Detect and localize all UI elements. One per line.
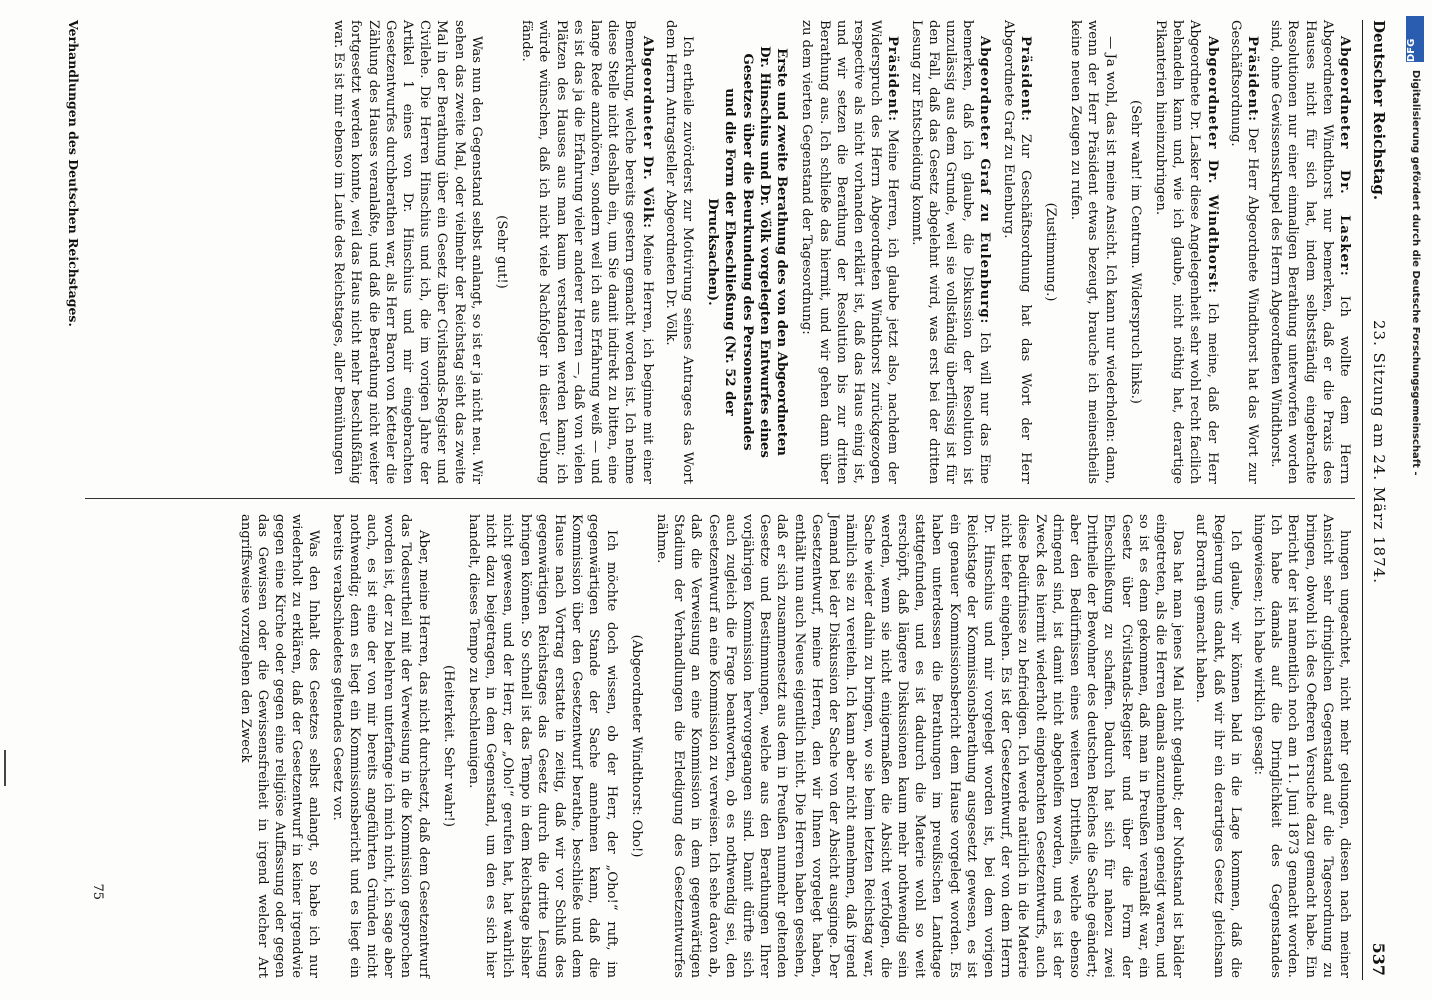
publication-title: Deutscher Reichstag. <box>1370 20 1388 201</box>
agenda-heading: Erste und zweite Berathung des von den Abgeordneten Dr. Hinschius und Dr. Völk vorgelegten Entwurfes eines Gesetzes über die Beurkundung des Personenstandes und die Form der Eheschließung (Nr. 52 der Drucksachen). <box>705 46 790 458</box>
paragraph <box>798 20 901 484</box>
paragraph <box>1267 20 1353 484</box>
credit-text-box <box>1403 70 1427 990</box>
paragraph <box>1152 20 1221 484</box>
paragraph-text: Der Herr Abgeordnete Windthorst hat das Wort zur Geschäftsordnung. <box>1227 20 1260 484</box>
paragraph <box>518 20 656 484</box>
speaker-name: Präsident: <box>1017 36 1033 123</box>
paragraph <box>330 20 485 484</box>
paragraph <box>1192 514 1244 978</box>
dfg-credit <box>1400 10 1430 1000</box>
paragraph-text: Ich wollte dem Herrn Abgeordneten Windthorst nur bemerken, daß er die Praxis des Hauses nicht für sich hat, indem selbstständig eingebrachte Resolutionen nur einer einmaligen Berathung unterworfen worden sind, ohne Gewissensskrupel des Herrn Abgeordneten Windthorst. <box>1268 20 1352 485</box>
paragraph-text: Ich ertheile zuvörderst zur Motivirung seines Antrages das Wort dem Herrn Antragsteller Abgeordneten Dr. Völk. <box>662 20 696 484</box>
paragraph-text: Ich möchte doch wissen, ob der Herr, der „Oho!“ ruft, im gegenwärtigen Stande der Sache annehmen kann, daß die Kommission über den Gesetzentwurf berathe, beschließe und dem Hause nach Vortrag erstatte in zeitig, daß wir vor Schluß des gegenwärtigen Reichstages das Gesetz durch die dritte Lesung bringen können. So schnell ist das Tempo in dem Reichstage bisher nicht gewesen, und der Herr, der „Oho!“ gerufen hat, hat wahrlich nicht dazu beigetragen, in dem Gegenstand, um den es sich hier handelt, dieses Tempo zu beschleunigen. <box>466 514 619 978</box>
paragraph-text: Meine Herren, ich glaube jetzt also, nachdem der Widerspruch des Herrn Abgeordneten Windthorst zurückgezogen respective als nicht vorhanden erklärt ist, daß das Haus einig ist, und wir setzen die Berathung der Resolution bis zur dritten Berathung aus. Ich schließe das hiermit, und wir gehen dann über zu dem vierten Gegenstand der Tagesordnung: <box>799 20 901 484</box>
paragraph-text: Was den Inhalt des Gesetzes selbst anlangt, so habe ich nur wiederholt zu erklären, daß der Gesetzentwurf in keiner irgendwie gegen eine Kirche oder gegen eine religiöse Auffassung oder gegen das Gewissen oder die Gewissensfreiheit in irgend welcher Art angriffsweise vorzugehen den Zweck <box>237 514 322 978</box>
paragraph-text: Ich meine, daß der Herr Abgeordnete Dr. Lasker diese Angelegenheit sehr wohl recht facilich behandeln kann und, wie ich glaube, nicht nöthig hat, derartige Pikanterien hineinzubringen. <box>1152 20 1220 484</box>
paragraph <box>1250 514 1353 978</box>
rotated-page <box>65 20 1395 980</box>
interjection: (Abgeordneter Windthorst: Oho!) <box>628 634 644 858</box>
column-divider <box>85 498 1355 499</box>
paragraph-text: Ich will nur das Eine bemerken, daß ich glaube, die Diskussion der Resolution ist unzulässig aus dem Grunde, weil sie vollständig überflüssig ist für den Fall, daß das Gesetz abgelehnt wird, was erst bei der dritten Lesung zur Entscheidung kommt. <box>908 20 993 484</box>
page-header <box>1362 20 1395 980</box>
session-line: 23. Sitzung am 24. März 1874. <box>1370 320 1388 584</box>
paragraph <box>328 514 431 978</box>
page-number: 537 <box>1369 942 1389 976</box>
paragraph-text: Das hat man jenes Mal nicht geglaubt; der Nothstand ist bälder eingetreten, als die Herren damals anzunehmen geneigt waren, und so ist es denn gekommen, daß man in Preußen veranlaßt war, ein Gesetz über Civilstands-Register und über die Form der Eheschließung zu schaffen. Dadurch hat sich für nahezu zwei Drittheile der Bewohner des deutschen Reiches die Sache geändert; aber den Bedürfnissen eines weiteren Drittheils, welche ebenso dringend sind, ist damit nicht abgeholfen worden, und es ist der Zweck des hiermit wiederholt eingebrachten Gesetzentwurfs, auch diese Bedürfnisse zu befriedigen. Ich werde natürlich in die Materie nicht tiefer eingehen. Es ist der Gesetzentwurf, der von dem Herrn Dr. Hinschius und mir vorgelegt worden ist, bei dem vorigen Reichstage der Kommissionsberathung ausgesetzt gewesen, es ist ein genauer Kommissionsbericht dem Hause vorgelegt worden. Es haben unterdessen die Berathungen im preußischen Landtage stattgefunden, und es ist dadurch die Materie wohl so weit erschöpft, daß längere Diskussionen kaum mehr nothwendig sein werden, wenn sie nicht einigermaßen die Absicht verfolgen, die Sache wieder dahin zu bringen, wo sie beim letzten Reichstag war, nämlich sie zu vereiteln. Ich kann aber nicht annehmen, daß irgend Jemand bei der Diskussion der Sache von der Absicht ausginge. Der Gesetzentwurf, meine Herren, den wir Ihnen vorgelegt haben, enthält nun auch Neues eigentlich nicht. Die Herren haben gesehen, daß er sich zusammensetzt aus dem in Preußen nunmehr geltenden Gesetze und Bestimmungen, welche aus den Berathungen Ihrer vorjährigen Kommission hervorgegangen sind. Damit dürfte sich auch zugleich die Frage beantworten, ob es nothwendig sei, den Gesetzentwurf an eine Kommission zu verweisen. Ich sehe davon ab, daß die Verweisung an eine Kommission in dem gegenwärtigen Stadium der Verhandlungen die Erledigung des Gesetzentwurfes nähme. <box>654 514 1186 978</box>
speaker-name: Abgeordneter Dr. Lasker: <box>1337 36 1352 277</box>
paragraph-text: Zur Geschäftsordnung hat das Wort der Herr Abgeordnete Graf zu Eulenburg. <box>1000 20 1033 484</box>
paragraph <box>907 20 993 484</box>
paragraph-text: Meine Herren, ich beginne mit einer Bemerkung, welche bereits gestern gemacht worden ist. Ich nehme diese Stelle nicht deshalb ein, um Sie damit indirekt zu bitten, eine lange Rede anzuhören, sondern weil ich aus Erfahrung weiß — und es ist das ja die Erfahrung vieler anderer Herren —, daß von vielen Plätzen des Hauses aus man kaum verstanden werden kann; ich würde wünschen, daß ich nicht viele Nachfolger in dieser Uebung fände. <box>519 20 655 484</box>
paragraph <box>236 514 322 978</box>
paragraph <box>465 514 620 978</box>
paragraph-text: — Ja wohl, das ist meine Ansicht. Ich kann nur wiederholen: dann, wenn der Herr Präsident etwas bezeugt, brauche ich meinestheils keine neuen Zeugen zu rufen. <box>1068 20 1118 484</box>
dfg-logo: DFG <box>1406 16 1424 62</box>
speaker-name: Präsident: <box>885 36 901 123</box>
interjection: (Sehr wahr! im Centrum. Widerspruch links.) <box>1127 100 1143 404</box>
margin-mark <box>4 750 14 786</box>
speaker-name: Abgeordneter Graf zu Eulenburg: <box>977 36 993 325</box>
paragraph-text: hungen ungeachtet, nicht mehr gelungen, diesen nach meiner Ansicht sehr dringlichen Gegenstand auf die Tagesordnung zu bringen, obwohl ich des Oefteren Versuche dazu gemacht habe. Ein Bericht der ist namentlich noch am 11. Juni 1873 gemacht worden. Ich habe damals auf die Dringlichkeit des Gegenstandes hingewiesen; ich habe wirklich gesagt: <box>1250 514 1352 978</box>
paragraph <box>653 514 1186 978</box>
interjection: (Heiterkeit. Sehr wahr!) <box>440 665 456 827</box>
interjection: (Zustimmung.) <box>1042 202 1058 302</box>
paragraph-text: Aber, meine Herren, das nicht durchsetzt, daß dem Gesetzentwurf das Todesurtheil mit der Verweisung in die Kommission gesprochen worden ist, der zu belehren unterfange ich mich nicht, ich sage aber auch, es ist eine der von mir bereits angeführten Gründen nicht nothwendig; denn es liegt ein Kommissionsbericht und es liegt ein bereits verabschiedetes geltendes Gesetz vor. <box>329 514 431 978</box>
paragraph-text: Was nun den Gegenstand selbst anlangt, so ist er ja nicht neu. Wir sehen das zweite Mal, oder vielmehr der Reichstag sieht das zweite Mal in der Berathung über ein Gesetz über Civilstands-Register und Civilehe. Die Herren Hinschius und ich, die im vorigen Jahre der Artikel 1 eines von Dr. Hinschius und mir eingebrachten Gesetzentwurfes durchberathen war, als Herr Baron von Ketteler die Zählung des Hauses veranlaßte, und daß die Berathung nicht weiter fortgesetzt werden konnte, weil das Haus nicht mehr beschlußfähig war. Es ist mir ebenso im Laufe des Reichstages, aller Bemühungen <box>331 20 484 484</box>
paragraph <box>1067 20 1119 484</box>
left-column <box>324 20 1353 484</box>
paragraph <box>662 20 696 484</box>
footer-source: Verhandlungen des Deutschen Reichstages. <box>66 20 81 327</box>
speaker-name: Präsident: <box>1244 36 1260 123</box>
paragraph-text: Ich glaube, wir können bald in die Lage kommen, daß die Regierung uns dankt, daß wir ihr ein derartiges Gesetz gleichsam auf Borrath gemacht haben. <box>1193 514 1243 978</box>
speaker-name: Abgeordneter Dr. Windthorst: <box>1204 36 1220 294</box>
right-column <box>230 514 1353 978</box>
interjection: (Sehr gut!) <box>494 215 510 289</box>
speaker-name: Abgeordneter Dr. Völk: <box>639 36 655 229</box>
paragraph <box>1227 20 1261 484</box>
sheet-number: 75 <box>90 883 105 900</box>
paragraph <box>999 20 1033 484</box>
credit-text: Digitalisierung gefördert durch die Deutsche Forschungsgemeinschaft - <box>1410 70 1421 476</box>
